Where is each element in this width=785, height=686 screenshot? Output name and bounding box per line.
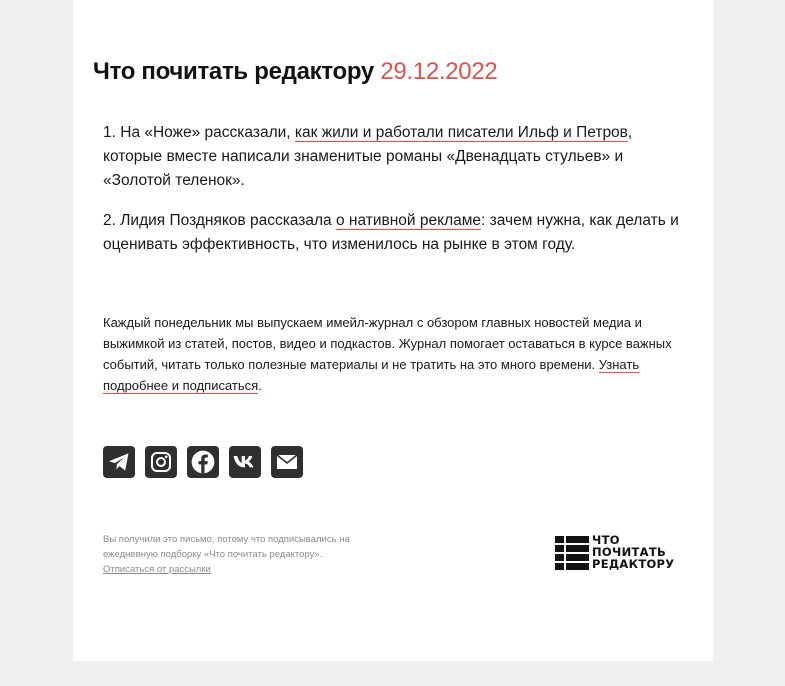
logo-line: РЕДАКТОРУ bbox=[592, 557, 675, 571]
facebook-icon[interactable] bbox=[187, 446, 219, 478]
news-item-text: Лидия Поздняков рассказала bbox=[120, 212, 336, 229]
about-text: Каждый понедельник мы выпускаем имейл-журнал с обзором главных новостей медиа и выжимкой из статей, постов, видео и подкастов. Журнал помогает оставаться в курсе важных событий, читать только полезные материалы и не тратить на это много времени. bbox=[103, 315, 672, 372]
subscribe-link[interactable]: Узнать подробнее и подписаться bbox=[103, 357, 640, 393]
vk-icon[interactable] bbox=[229, 446, 261, 478]
logo-text bbox=[592, 534, 674, 570]
logo-line: ЧТО bbox=[592, 533, 620, 547]
page-title bbox=[93, 58, 497, 86]
brand-logo bbox=[555, 533, 685, 572]
footer-note bbox=[103, 532, 393, 577]
about-end: . bbox=[258, 378, 262, 393]
logo-line: ПОЧИТАТЬ bbox=[592, 545, 667, 559]
title-text: Что почитать редактору bbox=[93, 58, 374, 85]
news-item-1 bbox=[103, 121, 685, 193]
social-links bbox=[103, 446, 303, 478]
news-item-text: , которые вместе написали знаменитые романы «Двенадцать стульев» и «Золотой теленок». bbox=[103, 124, 633, 189]
footer-text: Вы получили это письмо, потому что подписывались на ежедневную подборку «Что почитать редактору». bbox=[103, 534, 350, 560]
news-item-number: 2. bbox=[103, 212, 116, 229]
logo-mark-icon bbox=[555, 536, 589, 570]
about-newsletter bbox=[103, 312, 688, 396]
telegram-icon[interactable] bbox=[103, 446, 135, 478]
news-item-text: На «Ноже» рассказали, bbox=[120, 124, 295, 141]
issue-date: 29.12.2022 bbox=[380, 58, 498, 85]
email-icon[interactable] bbox=[271, 446, 303, 478]
news-item-link[interactable]: о нативной рекламе bbox=[335, 212, 482, 229]
news-item-link[interactable]: как жили и работали писатели Ильф и Петров bbox=[294, 124, 628, 141]
news-item-2 bbox=[103, 209, 685, 257]
news-item-text: : зачем нужна, как делать и оценивать эффективность, что изменилось на рынке в этом году. bbox=[103, 212, 679, 253]
instagram-icon[interactable] bbox=[145, 446, 177, 478]
newsletter-card bbox=[73, 0, 713, 661]
news-item-number: 1. bbox=[103, 124, 116, 141]
unsubscribe-link[interactable]: Отписаться от рассылки bbox=[103, 564, 211, 575]
